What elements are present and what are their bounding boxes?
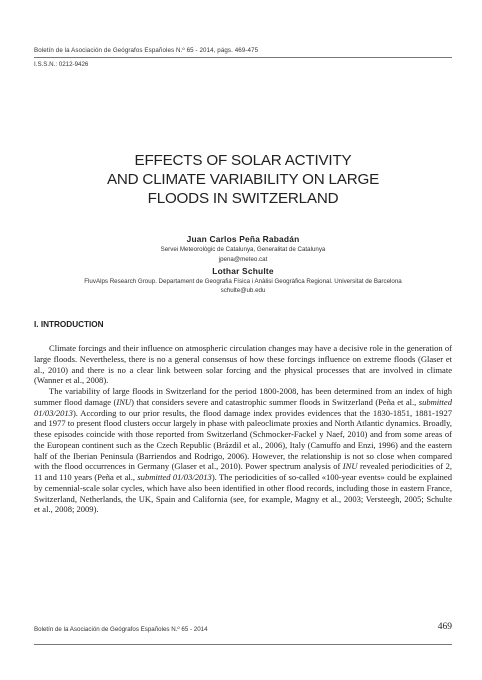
issn: I.S.S.N.: 0212-9426 — [34, 61, 89, 68]
paragraph-1: Climate forcings and their influence on atmospheric circulation changes may have a decisive role in the generation of large floods. Nevertheless, there is no a general consensus of how these forcings influence on extreme floods (Glaser et al., 2010) and there is no a clear link between solar forcing and the physical processes that are involved in climate (Wanner et al., 2008). — [34, 343, 452, 386]
body-text — [34, 343, 452, 515]
footer-rule — [34, 644, 452, 645]
inu-term: INU — [116, 396, 132, 407]
article-title — [34, 151, 452, 208]
author-email-2: schulte@ub.edu — [220, 287, 266, 295]
author-name-2: Lothar Schulte — [212, 265, 274, 276]
paragraph-2 — [34, 386, 452, 515]
header-rule — [34, 57, 452, 58]
paragraph-2-text: ). According to our prior results, the flood damage index provides evidences that the 1830-1851, 1881-1927 and 1977 to present flood clusters occur largely in phase with paleoclimate proxies and North Atlantic dynamics. Broadly, these episodes coincide with those reported from Switzerland (Schmocker-Fackel y Naef, 2010) and from some areas of the European continent such as the Czech Republic (Brázdil et al., 2006), Italy (Camuffo and Enzi, 1996) and the eastern half of the Iberian Peninsula (Barriendos and Rodrigo, 2006). However, the relationship is not so close when compared with the flood occurrences in Germany (Glaser et al., 2010). Power spectrum analysis of — [34, 407, 452, 472]
submitted-note: submitted 01/03/2013 — [34, 396, 452, 418]
title-line-1: EFFECTS OF SOLAR ACTIVITY — [134, 152, 352, 169]
inu-term: INU — [342, 461, 358, 472]
paragraph-2-text: revealed periodicities of 2, 11 and 110 years (Peña et al., — [34, 461, 452, 482]
paragraph-2-text: ). The periodicities of so-called «100-year events» could be explained by cemennial-scale solar cycles, which have also been identified in other flood records, including those in eastern France, Switzerland, Netherlands, the UK, Spain and California (see, for example, Magny et al., 2003; Versteegh, 2005; Schulte et al., 2008; 2009). — [34, 472, 452, 515]
title-line-2: AND CLIMATE VARIABILITY ON LARGE — [106, 171, 380, 188]
section-heading: I. INTRODUCTION — [34, 320, 104, 329]
title-line-3: FLOODS IN SWITZERLAND — [147, 190, 339, 207]
author-email-1: jpena@meteo.cat — [218, 255, 268, 263]
author-affiliation-2: FluvAlps Research Group. Departament de Geografia Física i Anàlisi Geogràfica Regional. Universitat de Barcelona — [84, 277, 402, 285]
author-block — [34, 234, 452, 296]
paragraph-2-text: ) that considers severe and catastrophic summer floods in Switzerland (Peña et al., — [131, 396, 419, 407]
paragraph-2-text: The variability of large floods in Switzerland for the period 1800-2008, has been determined from an index of high summer flood damage ( — [34, 386, 452, 407]
author-affiliation-1: Servei Meteorològic de Catalunya, Generalitat de Catalunya — [160, 246, 326, 253]
running-head: Boletín de la Asociación de Geógrafos Españoles N.º 65 - 2014, págs. 469-475 — [34, 47, 259, 54]
author-name-1: Juan Carlos Peña Rabadán — [186, 234, 300, 244]
submitted-note: submitted 01/03/2013 — [137, 472, 212, 482]
footer-journal: Boletín de la Asociación de Geógrafos Españoles N.º 65 - 2014 — [34, 626, 208, 633]
page-number: 469 — [437, 622, 452, 632]
